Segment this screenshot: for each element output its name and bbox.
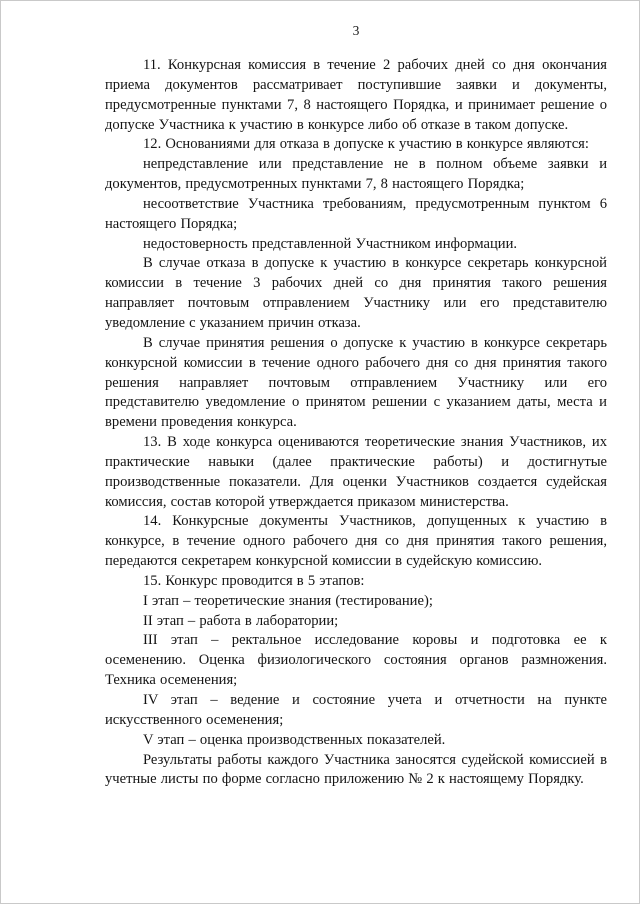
paragraph: В случае отказа в допуске к участию в конкурсе секретарь конкурсной комиссии в течение 3 рабочих дней со дня принятия такого решения направляет почтовым отправлением Участнику или его представителю уведомление с указанием причин отказа. <box>105 255 607 331</box>
paragraph: 12. Основаниями для отказа в допуске к участию в конкурсе являются: <box>143 136 589 153</box>
paragraph: 15. Конкурс проводится в 5 этапов: <box>143 572 365 589</box>
paragraph: I этап – теоретические знания (тестирование); <box>143 592 433 609</box>
paragraph: 13. В ходе конкурса оцениваются теоретические знания Участников, их практические навыки (далее практические работы) и достигнутые производственные показатели. Для оценки Участников создается судейская комиссия, состав которой утверждается приказом министерства. <box>105 434 607 510</box>
paragraph: II этап – работа в лаборатории; <box>143 612 339 629</box>
paragraph: непредставление или представление не в полном объеме заявки и документов, предусмотренных пунктами 7, 8 настоящего Порядка; <box>105 156 607 193</box>
paragraph: 11. Конкурсная комиссия в течение 2 рабочих дней со дня окончания приема документов рассматривает поступившие заявки и документы, предусмотренные пунктами 7, 8 настоящего Порядка, и принимает решение о допуске Участника к участию в конкурсе либо об отказе в таком допуске. <box>105 57 607 133</box>
page-number: 3 <box>352 23 360 38</box>
paragraph: несоответствие Участника требованиям, предусмотренным пунктом 6 настоящего Порядка; <box>105 195 607 232</box>
paragraph: В случае принятия решения о допуске к участию в конкурсе секретарь конкурсной комиссии в течение одного рабочего дня со дня принятия такого решения направляет почтовым отправлением Участнику или его представителю уведомление о принятом решении с указанием даты, места и времени проведения конкурса. <box>105 334 607 431</box>
paragraph: Результаты работы каждого Участника заносятся судейской комиссией в учетные листы по форме согласно приложению № 2 к настоящему Порядку. <box>105 751 607 788</box>
paragraph: IV этап – ведение и состояние учета и отчетности на пункте искусственного осеменения; <box>105 692 607 728</box>
paragraph: 14. Конкурсные документы Участников, допущенных к участию в конкурсе, в течение одного рабочего дня со дня принятия такого решения, передаются секретарем конкурсной комиссии в судейскую комиссию. <box>105 513 607 570</box>
paragraph: недостоверность представленной Участником информации. <box>143 235 518 252</box>
document-body <box>105 56 607 790</box>
paragraph: V этап – оценка производственных показателей. <box>143 731 446 748</box>
paragraph: III этап – ректальное исследование коровы и подготовка ее к осеменению. Оценка физиологического состояния органов размножения. Техника осеменения; <box>105 632 607 689</box>
